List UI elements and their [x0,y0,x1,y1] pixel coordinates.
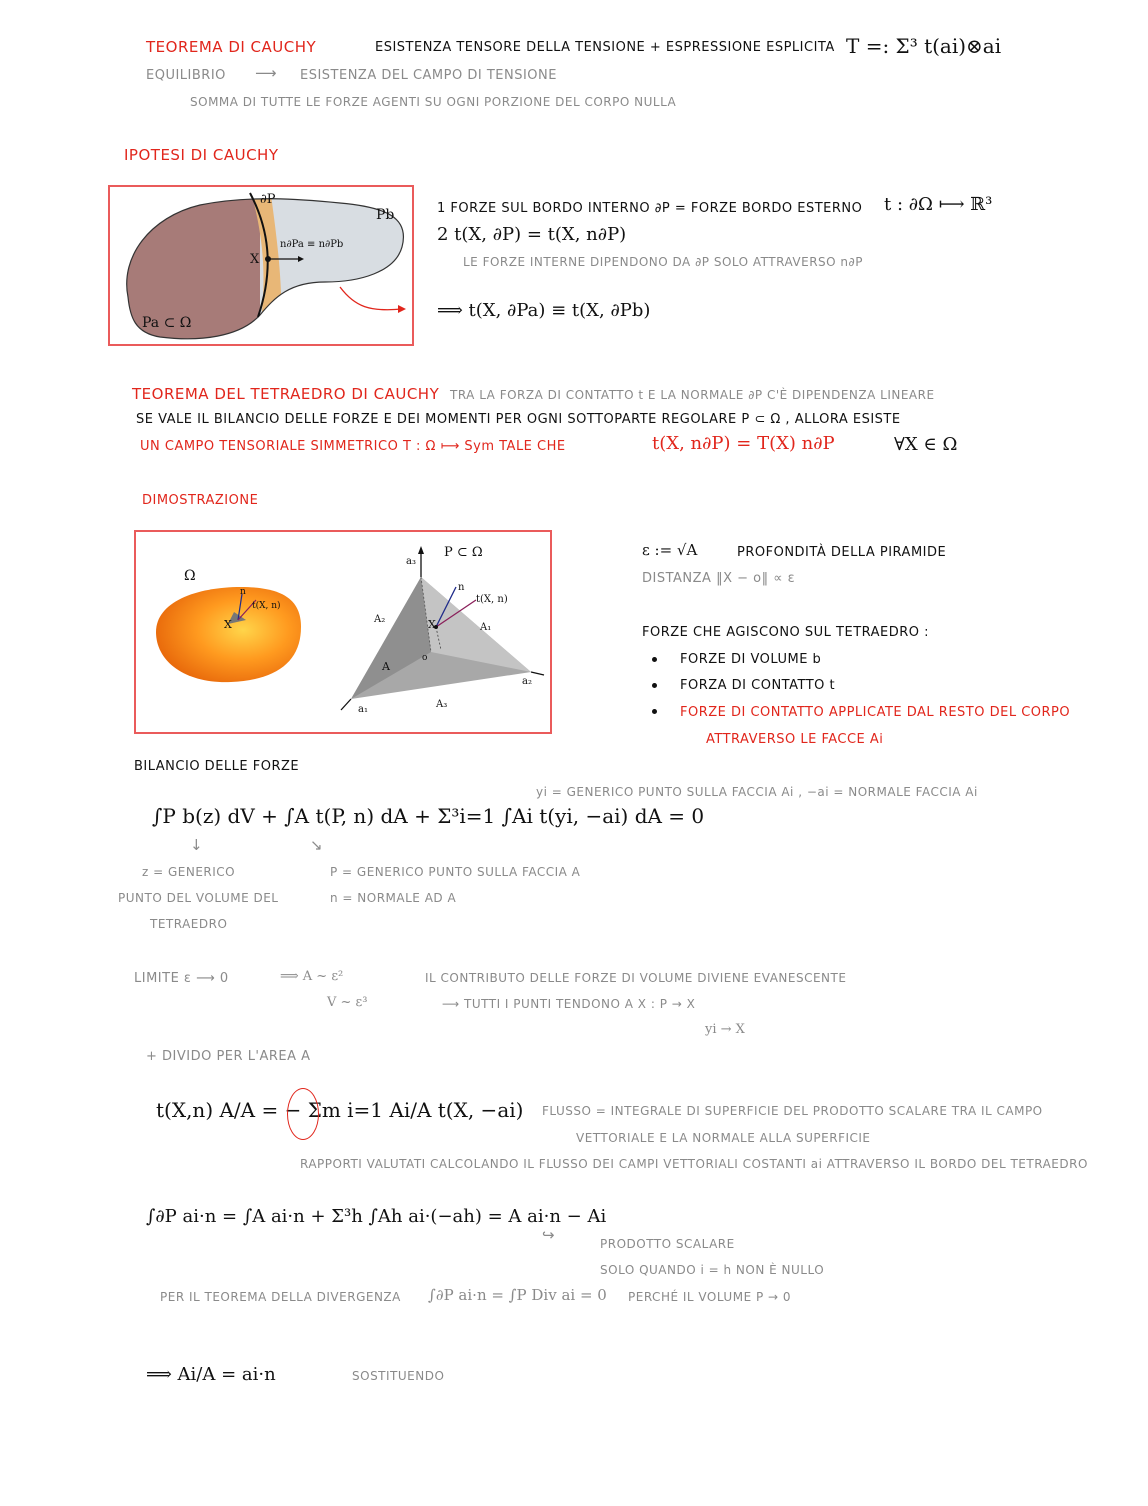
tetra-line-1: SE VALE IL BILANCIO DELLE FORZE E DEI MOMENTI PER OGNI SOTTOPARTE REGOLARE P ⊂ Ω , ALLORA ESISTE [136,412,901,427]
tetra-line-2-formula: t(X, n∂P) = T(X) n∂P [652,433,835,454]
ratio-note: RAPPORTI VALUTATI CALCOLANDO IL FLUSSO DEI CAMPI VETTORIALI COSTANTI ai ATTRAVERSO IL BORDO DEL TETRAEDRO [300,1157,1088,1171]
scalar-note-1: PRODOTTO SCALARE [600,1237,735,1251]
fig2-a1: a₁ [358,704,368,715]
fig2-A3: A₃ [436,699,448,710]
balance-title: BILANCIO DELLE FORZE [134,759,300,774]
balance-note-z3: TETRAEDRO [150,917,228,931]
section-title-dimostrazione: DIMOSTRAZIONE [142,493,259,508]
formula-T: T =: Σ³ t(ai)⊗ai [846,34,1002,58]
fig2-omega: Ω [184,568,196,584]
arrow-right-icon: ⟶ [255,64,277,82]
limit-note-1: IL CONTRIBUTO DELLE FORZE DI VOLUME DIVIENE EVANESCENTE [425,971,847,985]
forces-item-3: FORZE DI CONTATTO APPLICATE DAL RESTO DEL CORPO [680,705,1071,720]
limit-line: LIMITE ε ⟶ 0 [134,971,229,986]
divergence-note: PERCHÉ IL VOLUME P → 0 [628,1290,792,1304]
balance-note-p2: n = NORMALE AD A [330,891,457,905]
flux-equation: ∫∂P ai·n = ∫A ai·n + Σ³h ∫Ah ai·(−ah) = A ai·n − Ai [146,1206,607,1227]
limit-note-3: yi → X [705,1022,745,1037]
limit-note-2: ⟶ TUTTI I PUNTI TENDONO A X : P → X [442,997,696,1011]
circle-highlight [287,1088,319,1140]
divergence-label: PER IL TEOREMA DELLA DIVERGENZA [160,1290,401,1304]
section-title-cauchy: TEOREMA DI CAUCHY [146,38,317,56]
bullet-3 [652,709,657,714]
hypothesis-item-1-formula: t : ∂Ω ⟼ ℝ³ [884,194,993,215]
fig2-t: t(X, n) [476,594,508,605]
section-title-ipotesi: IPOTESI DI CAUCHY [124,146,279,164]
limit-imp1: ⟹ A ~ ε² [280,969,344,984]
subtitle: ESISTENZA TENSORE DELLA TENSIONE + ESPRESSIONE ESPLICITA [375,40,835,55]
divide-line: + DIVIDO PER L'AREA A [146,1049,311,1064]
hypothesis-item-1: 1 FORZE SUL BORDO INTERNO ∂P = FORZE BORDO ESTERNO [437,201,863,216]
body-split-diagram [110,187,412,344]
final-note: SOSTITUENDO [352,1369,445,1383]
tetrahedron-diagram [136,532,550,732]
flux-note-1: FLUSSO = INTEGRALE DI SUPERFICIE DEL PRODOTTO SCALARE TRA IL CAMPO [542,1104,1043,1118]
fig2-x-left: X [224,618,232,631]
fig2-a3: a₃ [406,556,416,567]
label-pa: Pa ⊂ Ω [142,315,192,331]
section-title-tetra: TEOREMA DEL TETRAEDRO DI CAUCHY [132,385,440,403]
label-x: X [250,252,260,267]
distance-note: DISTANZA ‖X − o‖ ∝ ε [642,571,796,586]
limit-imp2: V ~ ε³ [327,995,368,1010]
label-dp: ∂P [260,192,276,207]
bullet-1 [652,657,657,662]
tetra-title-note: TRA LA FORZA DI CONTATTO t E LA NORMALE ∂P C'È DIPENDENZA LINEARE [450,388,935,402]
balance-note-z2: PUNTO DEL VOLUME DEL [118,891,279,905]
fig2-A: A [382,660,390,673]
bullet-2 [652,683,657,688]
fig2-n-left: n [240,587,246,597]
fig2-x: X [428,618,436,631]
arrow-down-icon: ↓ [190,836,203,854]
esistenza-label: ESISTENZA DEL CAMPO DI TENSIONE [300,68,557,83]
figure-body-split [108,185,414,346]
divergence-equation: ∫∂P ai·n = ∫P Div ai = 0 [428,1286,607,1304]
fig2-A2: A₂ [374,614,386,625]
figure-tetrahedron [134,530,552,734]
flux-note-2: VETTORIALE E LA NORMALE ALLA SUPERFICIE [576,1131,871,1145]
equilibrio-label: EQUILIBRIO [146,68,226,83]
tetra-forall: ∀X ∈ Ω [894,434,958,455]
hypothesis-implies: ⟹ t(X, ∂Pa) ≡ t(X, ∂Pb) [437,300,651,321]
balance-note-yi: yi = GENERICO PUNTO SULLA FACCIA Ai , −ai = NORMALE FACCIA Ai [536,785,978,799]
somma-label: SOMMA DI TUTTE LE FORZE AGENTI SU OGNI PORZIONE DEL CORPO NULLA [190,95,677,109]
hypothesis-item-2-note: LE FORZE INTERNE DIPENDONO DA ∂P SOLO ATTRAVERSO n∂P [463,255,863,269]
tetra-line-2: UN CAMPO TENSORIALE SIMMETRICO T : Ω ⟼ Sym TALE CHE [140,439,566,454]
label-n: n∂Pa ≡ n∂Pb [280,239,344,250]
epsilon-note: PROFONDITÀ DELLA PIRAMIDE [737,545,947,560]
forces-title: FORZE CHE AGISCONO SUL TETRAEDRO : [642,625,930,640]
fig2-A1: A₁ [480,622,492,633]
forces-item-2: FORZA DI CONTATTO t [680,678,836,693]
scalar-note-2: SOLO QUANDO i = h NON È NULLO [600,1263,825,1277]
fig2-t-left: t(X, n) [252,601,281,611]
label-pb: Pb [376,207,395,223]
fig2-pc: P ⊂ Ω [444,545,483,560]
divide-equation: t(X,n) A/A = − Σm i=1 Ai/A t(X, −ai) [156,1098,524,1122]
forces-item-3-cont: ATTRAVERSO LE FACCE Ai [706,732,884,747]
final-equation: ⟹ Ai/A = ai·n [146,1364,276,1385]
epsilon-def: ε := √A [642,541,698,559]
hypothesis-item-2: 2 t(X, ∂P) = t(X, n∂P) [437,224,627,245]
forces-item-1: FORZE DI VOLUME b [680,652,822,667]
balance-equation: ∫P b(z) dV + ∫A t(P, n) dA + Σ³i=1 ∫Ai t(yi, −ai) dA = 0 [152,804,705,828]
balance-note-p1: P = GENERICO PUNTO SULLA FACCIA A [330,865,581,879]
fig2-n: n [458,582,465,593]
arrow-down-icon-2: ↘ [310,836,323,854]
fig2-a2: a₂ [522,676,532,687]
balance-note-z1: z = GENERICO [142,865,236,879]
arrow-curve-icon: ↪ [542,1226,555,1244]
fig2-o: o [422,653,428,663]
